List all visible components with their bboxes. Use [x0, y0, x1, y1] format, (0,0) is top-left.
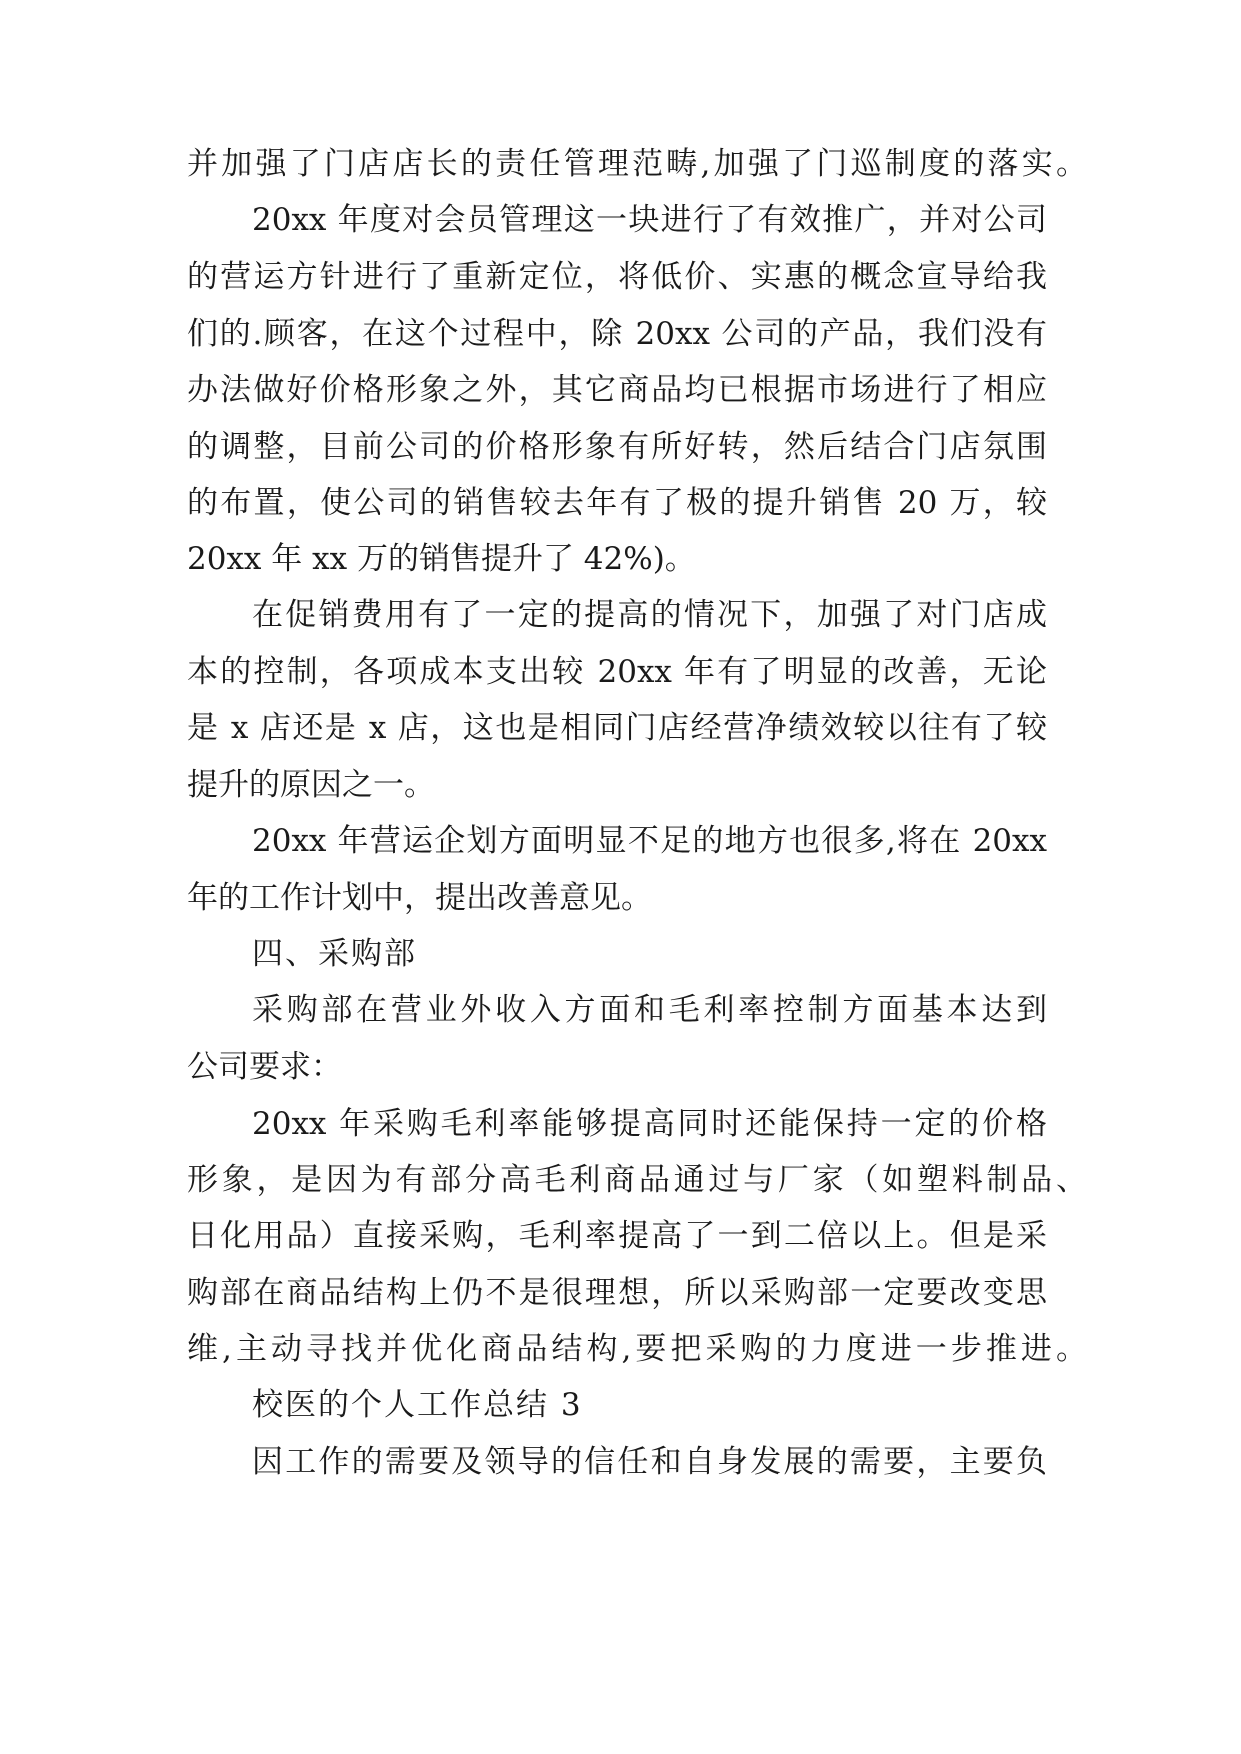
- text-line: 的营运方针进行了重新定位，将低价、实惠的概念宣导给我: [187, 259, 1047, 295]
- paragraph-first-line: 20xx 年采购毛利率能够提高同时还能保持一定的价格: [252, 1106, 1047, 1142]
- text-line: 公司要求：: [187, 1049, 342, 1085]
- text-line: 提升的原因之一。: [187, 767, 435, 803]
- section-heading: 校医的个人工作总结 3: [252, 1387, 583, 1423]
- text-line: 日化用品）直接采购，毛利率提高了一到二倍以上。但是采: [187, 1218, 1047, 1254]
- section-heading: 四、采购部: [252, 936, 417, 972]
- text-line: 们的.顾客，在这个过程中，除 20xx 公司的产品，我们没有: [187, 316, 1047, 352]
- text-line: 维,主动寻找并优化商品结构,要把采购的力度进一步推进。: [187, 1331, 1087, 1367]
- text-line: 的布置，使公司的销售较去年有了极的提升销售 20 万，较: [187, 485, 1047, 521]
- paragraph-first-line: 在促销费用有了一定的提高的情况下，加强了对门店成: [252, 597, 1047, 633]
- paragraph-first-line: 采购部在营业外收入方面和毛利率控制方面基本达到: [252, 992, 1047, 1028]
- text-line: 的调整，目前公司的价格形象有所好转，然后结合门店氛围: [187, 429, 1047, 465]
- text-line: 并加强了门店店长的责任管理范畴,加强了门巡制度的落实。: [187, 146, 1087, 182]
- text-line: 20xx 年 xx 万的销售提升了 42%)。: [187, 541, 696, 577]
- text-line: 本的控制，各项成本支出较 20xx 年有了明显的改善，无论: [187, 654, 1047, 690]
- text-line: 购部在商品结构上仍不是很理想，所以采购部一定要改变思: [187, 1275, 1047, 1311]
- text-line: 办法做好价格形象之外，其它商品均已根据市场进行了相应: [187, 372, 1047, 408]
- paragraph-first-line: 20xx 年度对会员管理这一块进行了有效推广，并对公司: [252, 202, 1047, 238]
- paragraph-first-line: 20xx 年营运企划方面明显不足的地方也很多,将在 20xx: [252, 823, 1047, 859]
- text-line: 年的工作计划中，提出改善意见。: [187, 880, 652, 916]
- text-line: 形象，是因为有部分高毛利商品通过与厂家（如塑料制品、: [187, 1162, 1087, 1198]
- text-line: 是 x 店还是 x 店，这也是相同门店经营净绩效较以往有了较: [187, 710, 1047, 746]
- paragraph-first-line: 因工作的需要及领导的信任和自身发展的需要，主要负: [252, 1444, 1047, 1480]
